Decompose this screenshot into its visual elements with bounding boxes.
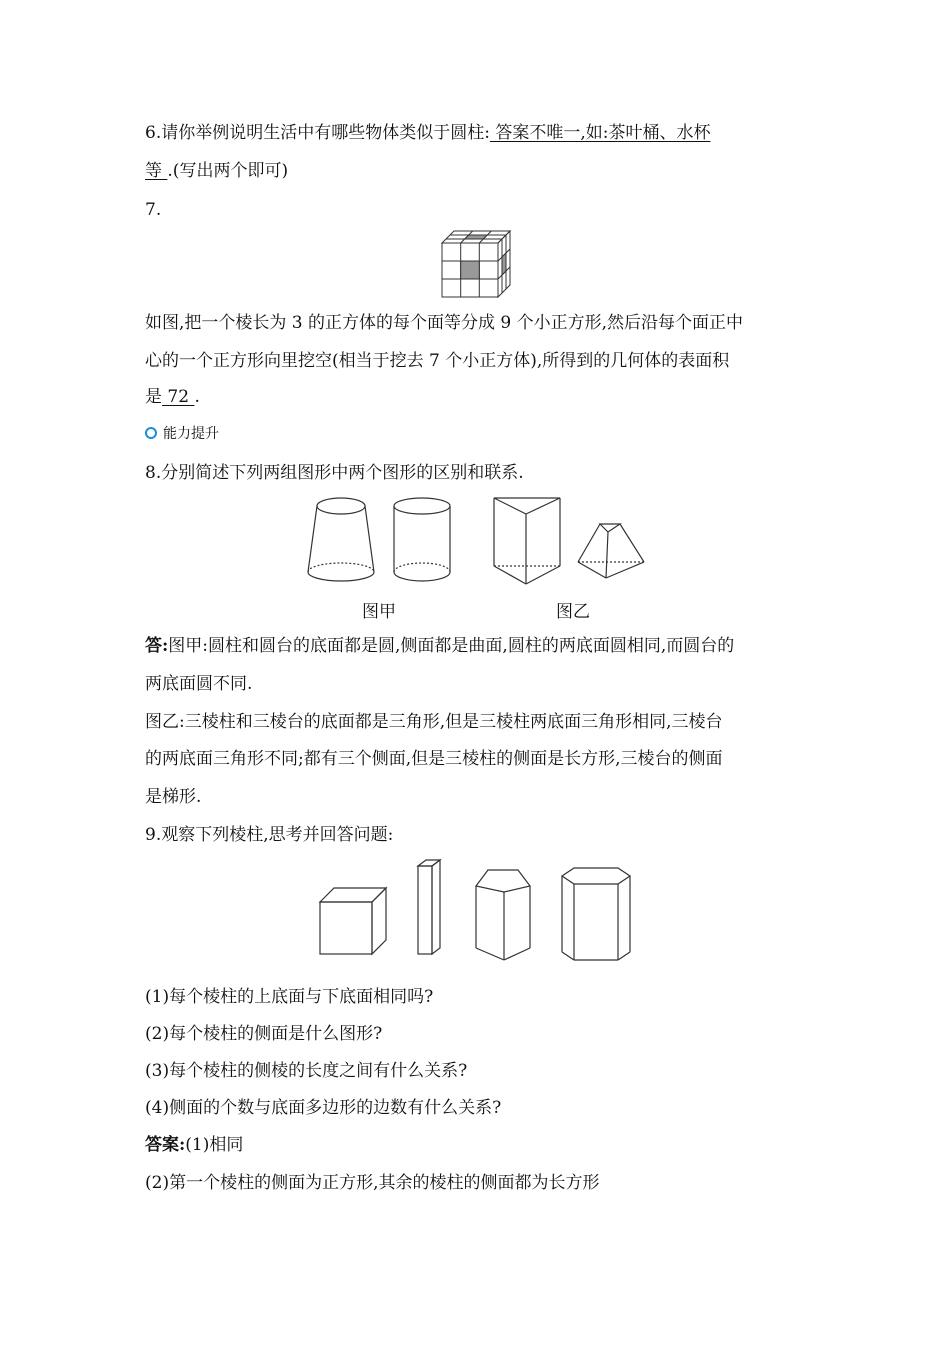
q6-answer-part1: 答案不唯一,如:茶叶桶、水杯 (489, 123, 711, 143)
q8-question: 8.分别简述下列两组图形中两个图形的区别和联系. (145, 463, 524, 483)
q8-answer1-text2: 两底面圆不同. (145, 674, 253, 694)
caption-figure-a: 图甲 (362, 602, 396, 622)
q9-answer-line1 (145, 1134, 243, 1156)
q9-sub2: (2)每个棱柱的侧面是什么图形? (145, 1024, 383, 1044)
q9-answer2: (2)第一个棱柱的侧面为正方形,其余的棱柱的侧面都为长方形 (145, 1173, 600, 1193)
q9-answer1: (1)相同 (185, 1135, 244, 1155)
q7-line3-prefix: 是 (145, 387, 162, 407)
q7-answer: 72 (162, 387, 195, 407)
q6-suffix: .(写出两个即可) (167, 161, 289, 181)
q9-sub1: (1)每个棱柱的上底面与下底面相同吗? (145, 987, 434, 1007)
q8-answer2-text1: 图乙:三棱柱和三棱台的底面都是三角形,但是三棱柱两底面三角形相同,三棱台 (145, 712, 723, 732)
q8-answer1-text1: 图甲:圆柱和圆台的底面都是圆,侧面都是曲面,圆柱的两底面圆相同,而圆台的 (168, 636, 735, 656)
q7-line3-suffix: . (194, 387, 200, 407)
q7-number: 7. (145, 200, 162, 220)
section-title: 能力提升 (163, 426, 219, 442)
section-header (145, 423, 219, 443)
q8-answer2-text3: 是梯形. (145, 787, 202, 807)
q7-text-line2: 心的一个正方形向里挖空(相当于挖去 7 个小正方体),所得到的几何体的表面积 (145, 351, 730, 371)
q7-text-line1: 如图,把一个棱长为 3 的正方体的每个面等分成 9 个小正方形,然后沿每个面正中 (145, 313, 744, 333)
prisms-figure (312, 856, 634, 966)
q7-text-line3 (145, 386, 200, 408)
q6-line2 (145, 160, 288, 182)
q6-prefix: 6.请你举例说明生活中有哪些物体类似于圆柱: (145, 123, 490, 143)
q9-sub4: (4)侧面的个数与底面多边形的边数有什么关系? (145, 1098, 502, 1118)
hollow-cube-figure (438, 228, 514, 300)
caption-figure-b: 图乙 (556, 602, 590, 622)
q9-question: 9.观察下列棱柱,思考并回答问题: (145, 825, 394, 845)
q6-answer-part2: 等 (145, 161, 168, 181)
solids-figure-a-b (300, 492, 652, 588)
q6-line1 (145, 122, 711, 144)
q8-answer-label: 答: (145, 636, 169, 656)
q8-answer-line1 (145, 635, 734, 657)
q9-answer-label: 答案: (145, 1135, 186, 1155)
q9-sub3: (3)每个棱柱的侧棱的长度之间有什么关系? (145, 1061, 468, 1081)
circle-bullet-icon (145, 427, 157, 439)
q8-answer2-text2: 的两底面三角形不同;都有三个侧面,但是三棱柱的侧面是长方形,三棱台的侧面 (145, 749, 723, 769)
